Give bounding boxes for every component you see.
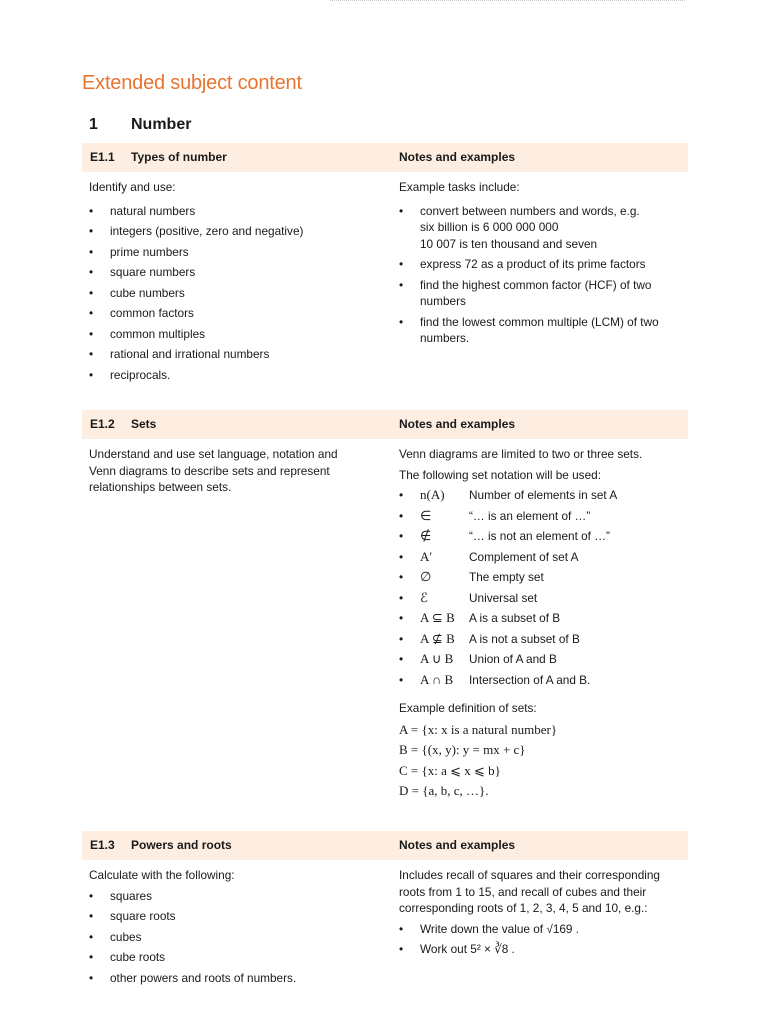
set-definitions	[399, 720, 689, 802]
body-text: Includes recall of squares and their corresponding roots from 1 to 15, and recall of cubes and their corresponding roots of 1, 2, 3, 4, 5 and 10, e.g.:	[399, 868, 660, 915]
e1-1-right-column	[399, 179, 689, 351]
list-item: • prime numbers	[89, 244, 359, 261]
notation-symbol: A′	[420, 548, 433, 564]
list-item: • rational and irrational numbers	[89, 346, 359, 363]
set-definition: C = {x: a ⩽ x ⩽ b}	[399, 762, 501, 778]
list-item: • cube roots	[89, 949, 359, 966]
list-item: • square numbers	[89, 264, 359, 281]
list-item: • find the lowest common multiple (LCM) of two numbers.	[399, 314, 689, 347]
notation-symbol: ∈	[420, 507, 432, 523]
notation-symbol: A ∩ B	[420, 671, 454, 687]
header-rule	[330, 0, 685, 4]
definitions-intro: Example definition of sets:	[399, 701, 537, 715]
notation-meaning: Number of elements in set A	[469, 488, 618, 502]
notation-meaning: Union of A and B	[469, 652, 557, 666]
notation-meaning: “… is an element of …”	[469, 508, 591, 523]
example-list	[399, 203, 689, 347]
intro-text: Calculate with the following:	[89, 868, 235, 882]
example-list	[399, 921, 684, 958]
notation-symbol: A ⊈ B	[420, 630, 455, 646]
section-title-text: Powers and roots	[131, 838, 232, 852]
example-line: six billion is 6 000 000 000	[420, 220, 559, 234]
intro-text: Venn diagrams are limited to two or three sets.	[399, 447, 643, 461]
e1-3-right-column	[399, 867, 684, 962]
notation-symbol: A ⊆ B	[420, 610, 455, 625]
notation-item	[399, 487, 689, 504]
chapter-number: 1	[89, 116, 98, 133]
example-line: 10 007 is ten thousand and seven	[420, 236, 598, 251]
set-definition: A = {x: x is a natural number}	[399, 721, 558, 737]
notation-meaning: A is a subset of B	[469, 611, 561, 625]
notation-item	[399, 528, 689, 545]
notation-meaning: Complement of set A	[469, 549, 579, 564]
chapter-heading	[89, 116, 191, 134]
list-item: • other powers and roots of numbers.	[89, 970, 359, 987]
notation-meaning: A is not a subset of B	[469, 631, 580, 646]
e1-1-left-column	[89, 179, 359, 387]
notes-heading: Notes and examples	[399, 417, 516, 431]
notation-meaning: Intersection of A and B.	[469, 672, 591, 687]
section-header-e1-2	[82, 410, 688, 439]
intro-text: The following set notation will be used:	[399, 467, 601, 482]
set-definition: B = {(x, y): y = mx + c}	[399, 742, 526, 757]
list-item: • express 72 as a product of its prime factors	[399, 256, 689, 273]
list-item	[399, 203, 689, 253]
intro-text: Identify and use:	[89, 180, 176, 194]
notation-item	[399, 569, 689, 586]
notation-item	[399, 508, 689, 525]
list-item: • find the highest common factor (HCF) of two numbers	[399, 277, 689, 310]
list-item: • cubes	[89, 929, 359, 946]
list-item: • squares	[89, 888, 359, 905]
list-item: • cube numbers	[89, 285, 359, 302]
section-code: E1.3	[90, 838, 115, 852]
set-definition: D = {a, b, c, …}.	[399, 783, 489, 798]
topic-list	[89, 888, 359, 987]
list-item: • integers (positive, zero and negative)	[89, 223, 359, 240]
section-title-text: Types of number	[131, 150, 227, 164]
intro-text: Example tasks include:	[399, 180, 520, 194]
notation-symbol: ∉	[420, 528, 432, 543]
chapter-title: Number	[131, 116, 192, 133]
notation-meaning: “… is not an element of …”	[469, 529, 610, 543]
notation-symbol: ∅	[420, 569, 432, 584]
notation-symbol: ℰ	[420, 589, 428, 605]
notation-symbol: n(A)	[420, 487, 445, 502]
list-item-text: convert between numbers and words, e.g.	[420, 203, 640, 218]
notation-symbol: A ∪ B	[420, 651, 454, 666]
list-item: • common multiples	[89, 326, 359, 343]
e1-2-left-column	[89, 446, 354, 496]
e1-2-right-column	[399, 446, 689, 802]
topic-list	[89, 203, 359, 384]
notation-item	[399, 590, 689, 607]
section-title-text: Sets	[131, 417, 157, 431]
body-text: Understand and use set language, notation and Venn diagrams to describe sets and represent relationships between sets.	[89, 447, 338, 494]
notation-item	[399, 549, 689, 566]
e1-3-left-column	[89, 867, 359, 990]
notation-item	[399, 610, 689, 627]
notation-meaning: Universal set	[469, 590, 538, 605]
notation-item	[399, 672, 689, 689]
section-title: Extended subject content	[82, 72, 302, 94]
section-header-e1-3	[82, 831, 688, 860]
notation-meaning: The empty set	[469, 570, 544, 584]
section-code: E1.2	[90, 417, 115, 431]
list-item: • Write down the value of √169 .	[399, 921, 684, 938]
notation-item	[399, 651, 689, 668]
list-item: • natural numbers	[89, 203, 359, 220]
list-item: • common factors	[89, 305, 359, 322]
list-item: • square roots	[89, 908, 359, 925]
section-code: E1.1	[90, 150, 115, 164]
notation-list	[399, 487, 689, 688]
notation-item	[399, 631, 689, 648]
notes-heading: Notes and examples	[399, 150, 516, 164]
notes-heading: Notes and examples	[399, 838, 516, 852]
list-item: • Work out 5² × ∛8 .	[399, 941, 684, 958]
list-item: • reciprocals.	[89, 367, 359, 384]
section-header-e1-1	[82, 143, 688, 172]
